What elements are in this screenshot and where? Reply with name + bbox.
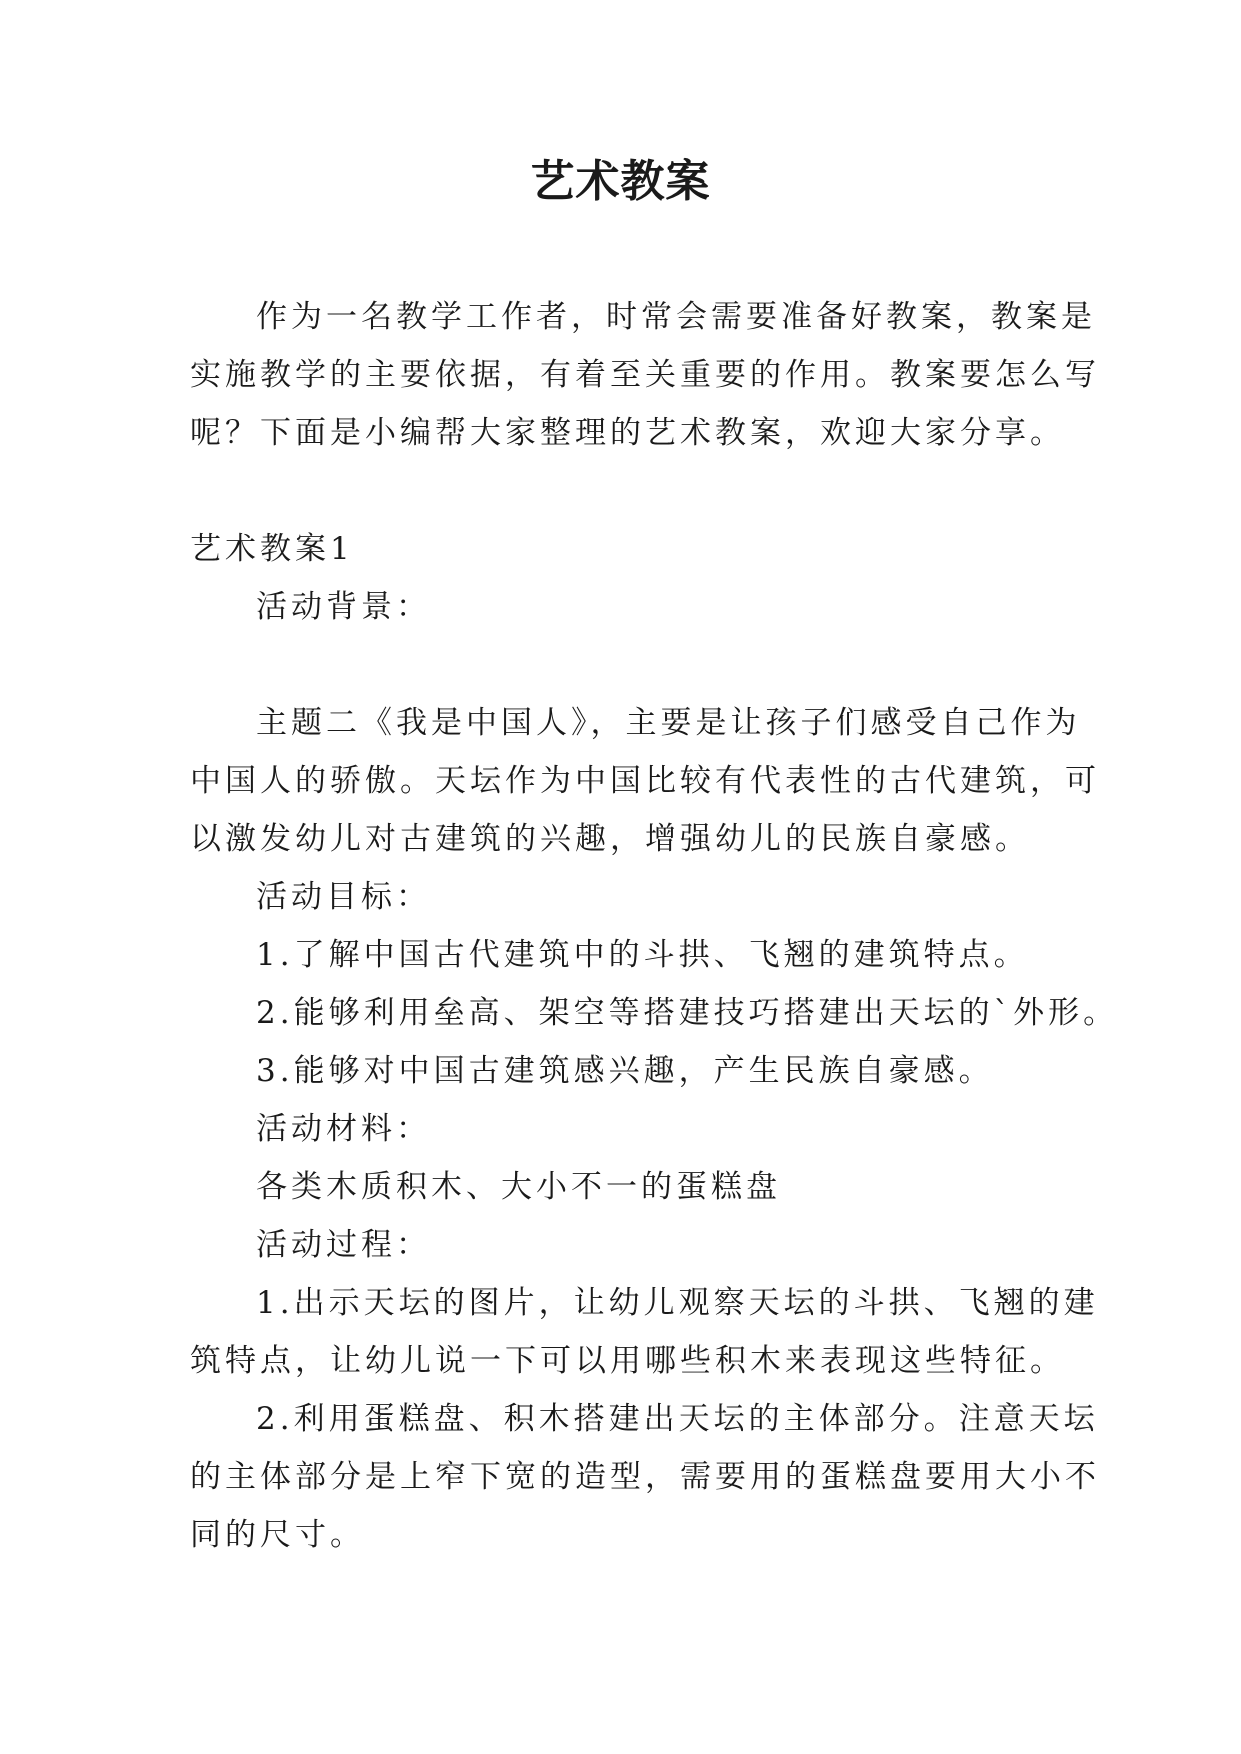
process-line: 筑特点，让幼儿说一下可以用哪些积木来表现这些特征。 (190, 1343, 1065, 1379)
background-heading: 活动背景： (256, 589, 431, 625)
intro-line: 实施教学的主要依据，有着至关重要的作用。教案要怎么写 (190, 357, 1100, 393)
intro-line: 作为一名教学工作者，时常会需要准备好教案，教案是 (256, 299, 1096, 335)
goals-list (190, 926, 1119, 1100)
goal-item: 2.能够利用垒高、架空等搭建技巧搭建出天坛的`外形。 (256, 995, 1119, 1031)
section-heading: 艺术教案1 (190, 531, 354, 567)
process-line: 2.利用蛋糕盘、积木搭建出天坛的主体部分。注意天坛 (256, 1401, 1099, 1437)
process-line: 同的尺寸。 (190, 1517, 365, 1553)
background-paragraph (190, 694, 1100, 868)
process-step (190, 1274, 1099, 1390)
background-line: 以激发幼儿对古建筑的兴趣，增强幼儿的民族自豪感。 (190, 821, 1030, 857)
process-line: 1.出示天坛的图片，让幼儿观察天坛的斗拱、飞翘的建 (256, 1285, 1099, 1321)
goals-heading: 活动目标： (256, 879, 431, 915)
process-line: 的主体部分是上窄下宽的造型，需要用的蛋糕盘要用大小不 (190, 1459, 1100, 1495)
background-line: 主题二《我是中国人》，主要是让孩子们感受自己作为 (256, 705, 1081, 741)
document-body (190, 288, 1119, 1564)
spacer (190, 636, 1070, 694)
process-step (190, 1390, 1100, 1564)
goal-item: 3.能够对中国古建筑感兴趣，产生民族自豪感。 (256, 1053, 994, 1089)
document-title: 艺术教案 (530, 156, 711, 207)
goal-item: 1.了解中国古代建筑中的斗拱、飞翘的建筑特点。 (256, 937, 1029, 973)
process-heading: 活动过程： (256, 1227, 431, 1263)
intro-line: 呢？下面是小编帮大家整理的艺术教案，欢迎大家分享。 (190, 415, 1065, 451)
spacer (190, 462, 1070, 520)
materials-text: 各类木质积木、大小不一的蛋糕盘 (256, 1169, 781, 1205)
materials-heading: 活动材料： (256, 1111, 431, 1147)
intro-paragraph (190, 288, 1100, 462)
background-line: 中国人的骄傲。天坛作为中国比较有代表性的古代建筑，可 (190, 763, 1100, 799)
